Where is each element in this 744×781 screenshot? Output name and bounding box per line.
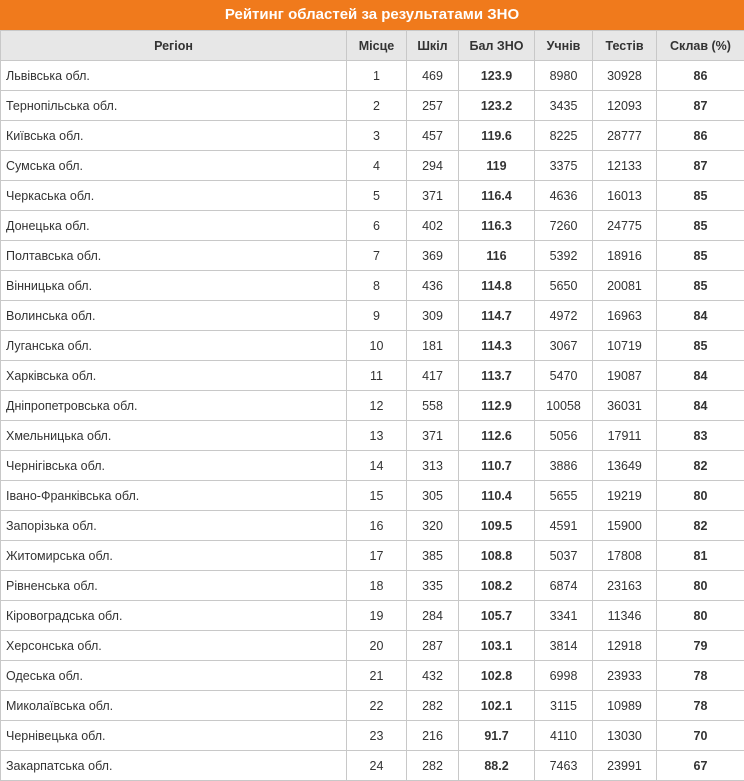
cell-place: 6 xyxy=(347,211,407,241)
cell-passed: 87 xyxy=(657,151,744,181)
cell-score: 113.7 xyxy=(459,361,535,391)
cell-students: 8225 xyxy=(535,121,593,151)
header-region: Регіон xyxy=(1,31,347,61)
table-row xyxy=(1,151,744,181)
cell-tests: 16013 xyxy=(593,181,657,211)
cell-passed: 85 xyxy=(657,331,744,361)
cell-students: 4591 xyxy=(535,511,593,541)
header-row xyxy=(1,31,744,61)
table-row xyxy=(1,541,744,571)
header-tests: Тестів xyxy=(593,31,657,61)
cell-tests: 15900 xyxy=(593,511,657,541)
table-row xyxy=(1,421,744,451)
header-schools: Шкіл xyxy=(407,31,459,61)
table-row xyxy=(1,271,744,301)
cell-place: 3 xyxy=(347,121,407,151)
cell-place: 13 xyxy=(347,421,407,451)
cell-score: 123.9 xyxy=(459,61,535,91)
cell-tests: 19219 xyxy=(593,481,657,511)
cell-schools: 335 xyxy=(407,571,459,601)
cell-schools: 305 xyxy=(407,481,459,511)
cell-place: 7 xyxy=(347,241,407,271)
header-passed: Склав (%) xyxy=(657,31,744,61)
cell-tests: 13649 xyxy=(593,451,657,481)
cell-score: 119.6 xyxy=(459,121,535,151)
cell-tests: 19087 xyxy=(593,361,657,391)
cell-schools: 371 xyxy=(407,421,459,451)
cell-score: 102.1 xyxy=(459,691,535,721)
cell-passed: 86 xyxy=(657,61,744,91)
table-row xyxy=(1,481,744,511)
cell-passed: 70 xyxy=(657,721,744,751)
cell-students: 8980 xyxy=(535,61,593,91)
cell-region: Запорізька обл. xyxy=(1,511,347,541)
cell-students: 3067 xyxy=(535,331,593,361)
cell-schools: 371 xyxy=(407,181,459,211)
table-row xyxy=(1,241,744,271)
cell-schools: 181 xyxy=(407,331,459,361)
cell-region: Хмельницька обл. xyxy=(1,421,347,451)
cell-students: 3435 xyxy=(535,91,593,121)
table-row xyxy=(1,451,744,481)
cell-passed: 80 xyxy=(657,601,744,631)
cell-tests: 10719 xyxy=(593,331,657,361)
header-score: Бал ЗНО xyxy=(459,31,535,61)
table-row xyxy=(1,211,744,241)
cell-passed: 86 xyxy=(657,121,744,151)
cell-passed: 85 xyxy=(657,241,744,271)
cell-region: Рівненська обл. xyxy=(1,571,347,601)
cell-schools: 385 xyxy=(407,541,459,571)
table-row xyxy=(1,511,744,541)
cell-score: 116 xyxy=(459,241,535,271)
cell-tests: 36031 xyxy=(593,391,657,421)
cell-passed: 84 xyxy=(657,361,744,391)
cell-place: 10 xyxy=(347,331,407,361)
cell-schools: 457 xyxy=(407,121,459,151)
cell-students: 5655 xyxy=(535,481,593,511)
cell-place: 11 xyxy=(347,361,407,391)
cell-schools: 294 xyxy=(407,151,459,181)
cell-students: 4636 xyxy=(535,181,593,211)
cell-score: 112.9 xyxy=(459,391,535,421)
cell-schools: 436 xyxy=(407,271,459,301)
cell-tests: 16963 xyxy=(593,301,657,331)
cell-schools: 313 xyxy=(407,451,459,481)
cell-score: 105.7 xyxy=(459,601,535,631)
cell-region: Львівська обл. xyxy=(1,61,347,91)
cell-students: 3886 xyxy=(535,451,593,481)
table-row xyxy=(1,571,744,601)
cell-students: 10058 xyxy=(535,391,593,421)
cell-place: 19 xyxy=(347,601,407,631)
cell-region: Чернівецька обл. xyxy=(1,721,347,751)
cell-passed: 84 xyxy=(657,301,744,331)
cell-score: 123.2 xyxy=(459,91,535,121)
cell-region: Донецька обл. xyxy=(1,211,347,241)
table-row xyxy=(1,301,744,331)
cell-place: 17 xyxy=(347,541,407,571)
table-row xyxy=(1,181,744,211)
cell-passed: 85 xyxy=(657,181,744,211)
cell-score: 119 xyxy=(459,151,535,181)
cell-students: 4110 xyxy=(535,721,593,751)
cell-passed: 85 xyxy=(657,271,744,301)
cell-place: 21 xyxy=(347,661,407,691)
cell-students: 5037 xyxy=(535,541,593,571)
cell-place: 4 xyxy=(347,151,407,181)
cell-schools: 432 xyxy=(407,661,459,691)
cell-place: 15 xyxy=(347,481,407,511)
cell-schools: 216 xyxy=(407,721,459,751)
table-row xyxy=(1,691,744,721)
cell-passed: 80 xyxy=(657,571,744,601)
cell-students: 3115 xyxy=(535,691,593,721)
cell-passed: 80 xyxy=(657,481,744,511)
cell-region: Луганська обл. xyxy=(1,331,347,361)
cell-region: Київська обл. xyxy=(1,121,347,151)
cell-place: 18 xyxy=(347,571,407,601)
cell-passed: 82 xyxy=(657,451,744,481)
cell-schools: 402 xyxy=(407,211,459,241)
cell-place: 14 xyxy=(347,451,407,481)
cell-passed: 82 xyxy=(657,511,744,541)
cell-region: Тернопільська обл. xyxy=(1,91,347,121)
cell-score: 109.5 xyxy=(459,511,535,541)
cell-region: Херсонська обл. xyxy=(1,631,347,661)
cell-region: Дніпропетровська обл. xyxy=(1,391,347,421)
cell-passed: 78 xyxy=(657,691,744,721)
cell-schools: 558 xyxy=(407,391,459,421)
cell-place: 12 xyxy=(347,391,407,421)
cell-place: 1 xyxy=(347,61,407,91)
cell-passed: 79 xyxy=(657,631,744,661)
cell-score: 102.8 xyxy=(459,661,535,691)
cell-score: 108.2 xyxy=(459,571,535,601)
cell-schools: 309 xyxy=(407,301,459,331)
table-row xyxy=(1,751,744,781)
cell-region: Сумська обл. xyxy=(1,151,347,181)
cell-place: 22 xyxy=(347,691,407,721)
cell-place: 24 xyxy=(347,751,407,781)
cell-score: 114.3 xyxy=(459,331,535,361)
cell-score: 114.7 xyxy=(459,301,535,331)
cell-region: Вінницька обл. xyxy=(1,271,347,301)
cell-tests: 13030 xyxy=(593,721,657,751)
cell-passed: 67 xyxy=(657,751,744,781)
cell-score: 88.2 xyxy=(459,751,535,781)
cell-region: Миколаївська обл. xyxy=(1,691,347,721)
cell-schools: 417 xyxy=(407,361,459,391)
cell-score: 112.6 xyxy=(459,421,535,451)
cell-region: Волинська обл. xyxy=(1,301,347,331)
cell-place: 20 xyxy=(347,631,407,661)
table-row xyxy=(1,121,744,151)
cell-region: Івано-Франківська обл. xyxy=(1,481,347,511)
cell-students: 5650 xyxy=(535,271,593,301)
cell-tests: 18916 xyxy=(593,241,657,271)
cell-schools: 282 xyxy=(407,691,459,721)
cell-students: 3341 xyxy=(535,601,593,631)
table-row xyxy=(1,91,744,121)
table-row xyxy=(1,61,744,91)
table-row xyxy=(1,391,744,421)
cell-passed: 85 xyxy=(657,211,744,241)
table-body xyxy=(1,61,744,781)
cell-passed: 84 xyxy=(657,391,744,421)
cell-passed: 81 xyxy=(657,541,744,571)
table-row xyxy=(1,331,744,361)
cell-region: Житомирська обл. xyxy=(1,541,347,571)
cell-region: Кіровоградська обл. xyxy=(1,601,347,631)
cell-schools: 287 xyxy=(407,631,459,661)
cell-students: 6998 xyxy=(535,661,593,691)
cell-score: 116.4 xyxy=(459,181,535,211)
table-row xyxy=(1,721,744,751)
table-row xyxy=(1,661,744,691)
cell-score: 108.8 xyxy=(459,541,535,571)
table-row xyxy=(1,631,744,661)
table-row xyxy=(1,601,744,631)
cell-score: 116.3 xyxy=(459,211,535,241)
cell-schools: 284 xyxy=(407,601,459,631)
cell-region: Харківська обл. xyxy=(1,361,347,391)
cell-region: Черкаська обл. xyxy=(1,181,347,211)
cell-place: 5 xyxy=(347,181,407,211)
cell-tests: 23933 xyxy=(593,661,657,691)
cell-tests: 12133 xyxy=(593,151,657,181)
cell-region: Одеська обл. xyxy=(1,661,347,691)
cell-score: 110.7 xyxy=(459,451,535,481)
cell-place: 8 xyxy=(347,271,407,301)
cell-tests: 28777 xyxy=(593,121,657,151)
cell-students: 5056 xyxy=(535,421,593,451)
table-title: Рейтинг областей за результатами ЗНО xyxy=(0,0,744,30)
cell-tests: 23991 xyxy=(593,751,657,781)
rating-table xyxy=(0,30,744,781)
cell-place: 16 xyxy=(347,511,407,541)
cell-tests: 12093 xyxy=(593,91,657,121)
cell-tests: 24775 xyxy=(593,211,657,241)
cell-place: 2 xyxy=(347,91,407,121)
cell-tests: 30928 xyxy=(593,61,657,91)
cell-tests: 17808 xyxy=(593,541,657,571)
cell-students: 3814 xyxy=(535,631,593,661)
cell-score: 103.1 xyxy=(459,631,535,661)
cell-score: 91.7 xyxy=(459,721,535,751)
header-students: Учнів xyxy=(535,31,593,61)
cell-students: 5470 xyxy=(535,361,593,391)
cell-schools: 469 xyxy=(407,61,459,91)
cell-tests: 10989 xyxy=(593,691,657,721)
cell-region: Полтавська обл. xyxy=(1,241,347,271)
cell-schools: 320 xyxy=(407,511,459,541)
cell-place: 9 xyxy=(347,301,407,331)
cell-tests: 11346 xyxy=(593,601,657,631)
header-place: Місце xyxy=(347,31,407,61)
cell-schools: 369 xyxy=(407,241,459,271)
cell-students: 3375 xyxy=(535,151,593,181)
cell-students: 4972 xyxy=(535,301,593,331)
cell-score: 114.8 xyxy=(459,271,535,301)
cell-region: Чернігівська обл. xyxy=(1,451,347,481)
cell-schools: 257 xyxy=(407,91,459,121)
cell-tests: 20081 xyxy=(593,271,657,301)
cell-passed: 83 xyxy=(657,421,744,451)
cell-students: 7463 xyxy=(535,751,593,781)
cell-students: 7260 xyxy=(535,211,593,241)
cell-score: 110.4 xyxy=(459,481,535,511)
cell-students: 5392 xyxy=(535,241,593,271)
table-row xyxy=(1,361,744,391)
cell-students: 6874 xyxy=(535,571,593,601)
cell-tests: 23163 xyxy=(593,571,657,601)
cell-schools: 282 xyxy=(407,751,459,781)
cell-region: Закарпатська обл. xyxy=(1,751,347,781)
cell-tests: 12918 xyxy=(593,631,657,661)
cell-place: 23 xyxy=(347,721,407,751)
cell-tests: 17911 xyxy=(593,421,657,451)
cell-passed: 87 xyxy=(657,91,744,121)
cell-passed: 78 xyxy=(657,661,744,691)
